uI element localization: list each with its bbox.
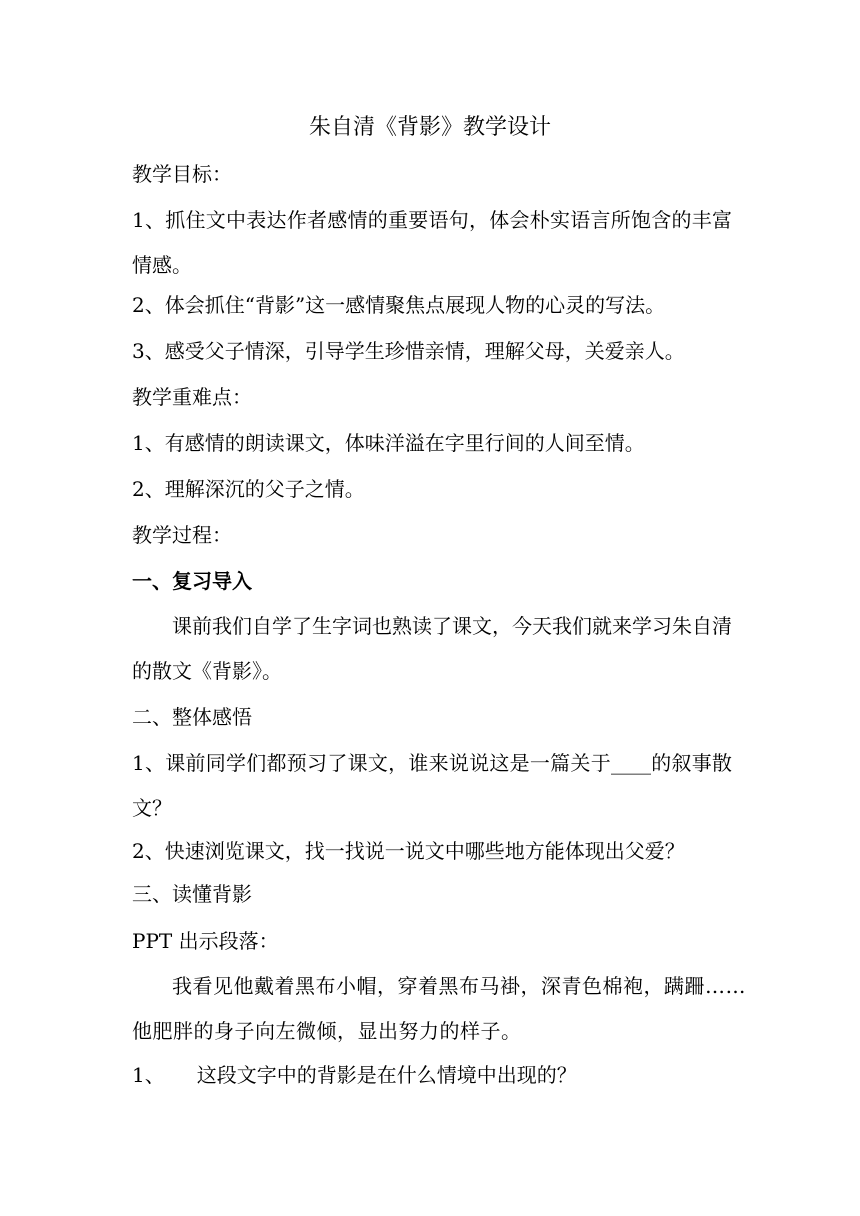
section-2-heading: 二、整体感悟 — [132, 705, 252, 729]
keypoint-2: 2、理解深沉的父子之情。 — [132, 477, 365, 501]
process-heading: 教学过程： — [132, 523, 232, 547]
section-3-question-1-text: 这段文字中的背影是在什么情境中出现的？ — [196, 1063, 577, 1087]
keypoint-1: 1、有感情的朗读课文，体味洋溢在字里行间的人间至情。 — [132, 431, 645, 455]
keypoints-heading: 教学重难点： — [132, 385, 252, 409]
section-3-question-1-number: 1、 — [132, 1063, 165, 1087]
page-title: 朱自清《背影》教学设计 — [308, 115, 551, 140]
section-1-heading: 一、复习导入 — [132, 569, 252, 593]
goal-2: 2、体会抓住“背影”这一感情聚焦点展现人物的心灵的写法。 — [132, 293, 666, 317]
section-1-paragraph-line-1: 课前我们自学了生字词也熟读了课文，今天我们就来学习朱自清 — [172, 614, 732, 638]
section-3-heading: 三、读懂背影 — [132, 882, 252, 906]
section-2-question-1-line-1: 1、课前同学们都预习了课文，谁来说说这是一篇关于____的叙事散 — [132, 751, 732, 775]
goals-heading: 教学目标： — [132, 162, 232, 186]
quote-line-1: 我看见他戴着黑布小帽，穿着黑布马褂，深青色棉袍，蹒跚…… — [172, 974, 746, 998]
goal-3: 3、感受父子情深，引导学生珍惜亲情，理解父母，关爱亲人。 — [132, 339, 685, 363]
quote-line-2: 他肥胖的身子向左微倾，显出努力的样子。 — [132, 1019, 522, 1043]
section-2-question-2: 2、快速浏览课文，找一找说一说文中哪些地方能体现出父爱？ — [132, 839, 685, 863]
section-1-paragraph-line-2: 的散文《背影》。 — [132, 659, 282, 683]
section-2-question-1-line-2: 文？ — [132, 796, 172, 820]
section-3-question-1 — [132, 1063, 732, 1087]
ppt-label: PPT 出示段落： — [132, 929, 279, 953]
goal-1-line-1: 1、抓住文中表达作者感情的重要语句，体会朴实语言所饱含的丰富 — [132, 208, 732, 232]
goal-1-line-2: 情感。 — [132, 253, 192, 277]
